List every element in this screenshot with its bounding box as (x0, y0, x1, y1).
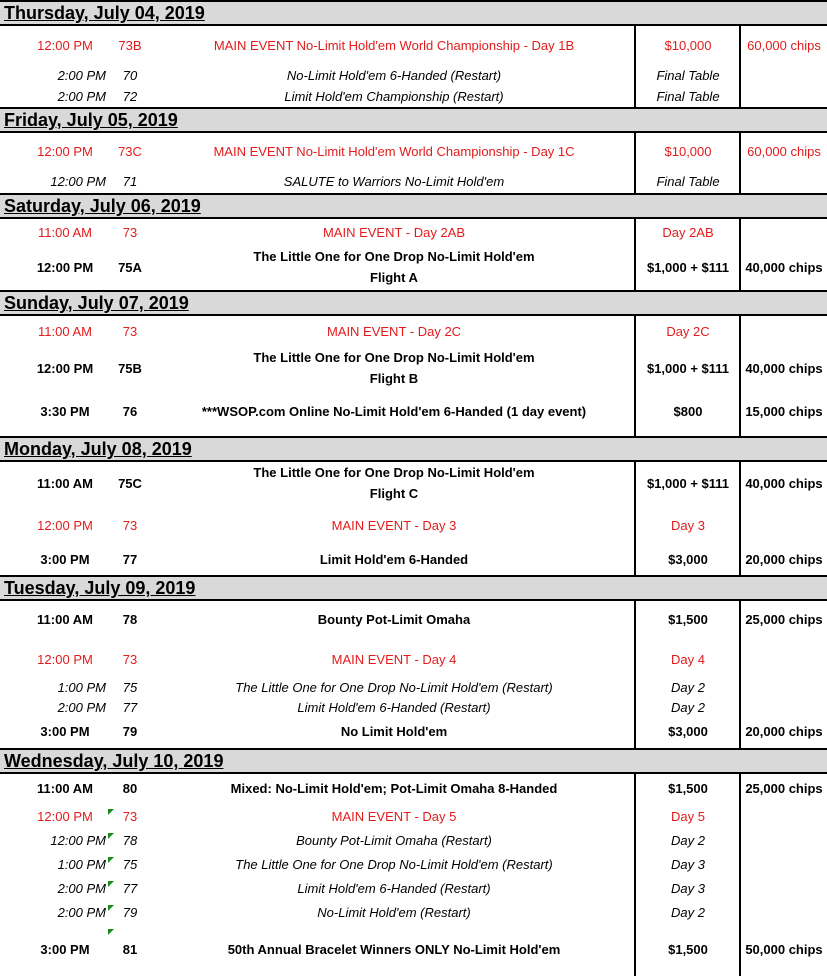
event-time: 12:00 PM (36, 260, 94, 275)
event-chips: 40,000 chips (745, 260, 823, 275)
event-time: 3:00 PM (40, 942, 90, 957)
event-row[interactable] (0, 650, 827, 670)
event-name: Limit Hold'em 6-Handed (Restart) (297, 700, 491, 715)
event-row[interactable] (0, 940, 827, 960)
event-time: 12:00 PM (37, 144, 93, 159)
event-number: 71 (122, 174, 138, 189)
event-buyin: $3,000 (668, 724, 708, 739)
event-name: MAIN EVENT No-Limit Hold'em World Championship - Day 1C (213, 144, 575, 159)
event-number: 75C (118, 476, 142, 491)
event-chips: 40,000 chips (745, 476, 823, 491)
comment-indicator-icon (108, 881, 114, 887)
event-chips: 25,000 chips (745, 781, 823, 796)
event-chips: 15,000 chips (745, 404, 823, 419)
event-number: 77 (122, 552, 138, 567)
event-number: 73C (118, 144, 142, 159)
event-name: Bounty Pot-Limit Omaha (Restart) (296, 833, 492, 848)
event-name: MAIN EVENT - Day 5 (331, 809, 457, 824)
event-time: 2:00 PM (57, 881, 106, 896)
event-buyin: Day 2 (671, 905, 705, 920)
event-row[interactable] (0, 831, 827, 851)
event-number: 81 (122, 942, 138, 957)
day-date: Friday, July 05, 2019 (4, 110, 178, 130)
event-chips: 60,000 chips (747, 38, 821, 53)
event-name: Bounty Pot-Limit Omaha (317, 612, 471, 627)
event-row[interactable] (0, 402, 827, 422)
event-row[interactable] (0, 807, 827, 827)
event-buyin: Day 3 (671, 857, 705, 872)
event-time: 2:00 PM (57, 700, 106, 715)
event-buyin: Day 3 (671, 518, 705, 533)
event-row[interactable] (0, 322, 827, 342)
event-time: 12:00 PM (50, 833, 106, 848)
event-buyin: Day 2AB (662, 225, 714, 240)
event-buyin: $1,500 (668, 612, 708, 627)
event-time: 11:00 AM (37, 476, 93, 491)
day-date: Wednesday, July 10, 2019 (4, 751, 224, 771)
event-name: MAIN EVENT - Day 2C (326, 324, 462, 339)
event-number: 75 (122, 680, 138, 695)
event-number: 78 (122, 833, 138, 848)
event-number: 73 (122, 652, 138, 667)
comment-indicator-icon (108, 833, 114, 839)
event-time: 12:00 PM (37, 518, 93, 533)
event-buyin: $1,500 (668, 781, 708, 796)
day-date: Saturday, July 06, 2019 (4, 196, 201, 216)
event-time: 12:00 PM (37, 809, 93, 824)
event-chips: 20,000 chips (745, 724, 823, 739)
event-time: 12:00 PM (37, 652, 93, 667)
comment-indicator-icon (108, 809, 114, 815)
event-row[interactable] (0, 879, 827, 899)
event-name: Limit Hold'em 6-Handed (Restart) (297, 881, 491, 896)
event-chips: 25,000 chips (745, 612, 823, 627)
event-time: 3:00 PM (40, 724, 90, 739)
event-name: SALUTE to Warriors No-Limit Hold'em (283, 174, 505, 189)
event-row[interactable] (0, 698, 827, 718)
day-header (0, 436, 827, 462)
day-header (0, 290, 827, 316)
event-time: 2:00 PM (57, 89, 106, 104)
event-row[interactable] (0, 172, 827, 192)
comment-indicator-icon (108, 857, 114, 863)
event-number: 75 (122, 857, 138, 872)
event-time: 1:00 PM (57, 680, 106, 695)
event-name: No-Limit Hold'em 6-Handed (Restart) (286, 68, 502, 83)
event-row[interactable] (0, 903, 827, 923)
event-buyin: Day 2 (671, 680, 705, 695)
event-number: 70 (122, 68, 138, 83)
event-row[interactable] (0, 87, 827, 107)
day-header (0, 107, 827, 133)
event-time: 12:00 PM (50, 174, 106, 189)
event-time: 3:00 PM (40, 552, 90, 567)
day-date: Thursday, July 04, 2019 (4, 3, 205, 23)
event-name: No Limit Hold'em (340, 724, 448, 739)
event-row[interactable] (0, 855, 827, 875)
event-number: 73B (118, 38, 142, 53)
event-number: 76 (122, 404, 138, 419)
event-name: The Little One for One Drop No-Limit Hold'em (253, 465, 535, 480)
event-buyin: Final Table (656, 89, 720, 104)
event-row[interactable] (0, 678, 827, 698)
event-row[interactable] (0, 779, 827, 799)
event-buyin: Day 4 (671, 652, 705, 667)
event-number: 75B (118, 361, 142, 376)
event-flight: Flight B (369, 371, 419, 386)
event-name: The Little One for One Drop No-Limit Hold'em (253, 350, 535, 365)
event-buyin: $1,000 + $111 (646, 476, 730, 491)
event-row[interactable] (0, 722, 827, 742)
event-row[interactable] (0, 516, 827, 536)
event-number: 72 (122, 89, 138, 104)
event-buyin: $10,000 (664, 38, 712, 53)
event-chips: 20,000 chips (745, 552, 823, 567)
event-number: 79 (122, 724, 138, 739)
day-date: Tuesday, July 09, 2019 (4, 578, 196, 598)
event-buyin: $3,000 (668, 552, 708, 567)
event-buyin: Final Table (656, 174, 720, 189)
event-row[interactable] (0, 550, 827, 570)
event-time: 3:30 PM (40, 404, 90, 419)
event-time: 2:00 PM (57, 905, 106, 920)
event-number: 79 (122, 905, 138, 920)
event-buyin: $1,500 (668, 942, 708, 957)
day-header (0, 748, 827, 774)
event-name: Mixed: No-Limit Hold'em; Pot-Limit Omaha 8-Handed (230, 781, 558, 796)
event-flight: Flight A (370, 270, 418, 285)
event-number: 73 (122, 324, 138, 339)
day-header (0, 575, 827, 601)
event-row[interactable] (0, 142, 827, 162)
event-time: 1:00 PM (57, 857, 106, 872)
event-row[interactable] (0, 36, 827, 56)
event-row[interactable] (0, 350, 827, 386)
event-buyin: $1,000 + $111 (646, 361, 730, 376)
event-number: 77 (122, 881, 138, 896)
event-time: 12:00 PM (37, 38, 93, 53)
event-buyin: Day 2 (671, 700, 705, 715)
event-row[interactable] (0, 249, 827, 285)
day-date: Monday, July 08, 2019 (4, 439, 192, 459)
day-header (0, 0, 827, 26)
event-buyin: $1,000 + $111 (646, 260, 730, 275)
event-time: 11:00 AM (38, 324, 92, 339)
event-time: 11:00 AM (38, 225, 92, 240)
event-name: ***WSOP.com Online No-Limit Hold'em 6-Handed (1 day event) (201, 404, 587, 419)
day-date: Sunday, July 07, 2019 (4, 293, 189, 313)
event-time: 12:00 PM (36, 361, 94, 376)
event-chips: 60,000 chips (747, 144, 821, 159)
event-name: MAIN EVENT - Day 4 (331, 652, 457, 667)
comment-indicator-icon (108, 905, 114, 911)
day-header (0, 193, 827, 219)
event-number: 80 (122, 781, 138, 796)
event-chips: 40,000 chips (745, 361, 823, 376)
event-buyin: $800 (673, 404, 703, 419)
event-buyin: Day 2 (671, 833, 705, 848)
event-number: 73 (122, 809, 138, 824)
event-name: MAIN EVENT - Day 3 (331, 518, 457, 533)
event-time: 11:00 AM (37, 612, 93, 627)
event-name: MAIN EVENT No-Limit Hold'em World Championship - Day 1B (213, 38, 575, 53)
event-buyin: Day 3 (671, 881, 705, 896)
event-chips: 50,000 chips (745, 942, 823, 957)
event-name: No-Limit Hold'em (Restart) (317, 905, 471, 920)
event-number: 75A (118, 260, 142, 275)
event-number: 73 (122, 225, 138, 240)
event-buyin: Day 2C (666, 324, 710, 339)
event-number: 77 (122, 700, 138, 715)
event-name: The Little One for One Drop No-Limit Hold'em (Restart) (235, 857, 553, 872)
event-name: Limit Hold'em 6-Handed (319, 552, 469, 567)
event-name: 50th Annual Bracelet Winners ONLY No-Limit Hold'em (227, 942, 561, 957)
event-row[interactable] (0, 610, 827, 630)
event-number: 78 (122, 612, 138, 627)
event-name: Limit Hold'em Championship (Restart) (284, 89, 504, 104)
comment-indicator-icon (108, 929, 114, 935)
event-buyin: $10,000 (664, 144, 712, 159)
event-time: 11:00 AM (37, 781, 93, 796)
event-name: The Little One for One Drop No-Limit Hold'em (253, 249, 535, 264)
event-row[interactable] (0, 465, 827, 501)
event-flight: Flight C (369, 486, 419, 501)
event-buyin: Day 5 (671, 809, 705, 824)
event-row[interactable] (0, 223, 827, 243)
event-name: MAIN EVENT - Day 2AB (322, 225, 466, 240)
event-number: 73 (122, 518, 138, 533)
event-buyin: Final Table (656, 68, 720, 83)
event-time: 2:00 PM (57, 68, 106, 83)
event-row[interactable] (0, 66, 827, 86)
event-name: The Little One for One Drop No-Limit Hold'em (Restart) (235, 680, 553, 695)
